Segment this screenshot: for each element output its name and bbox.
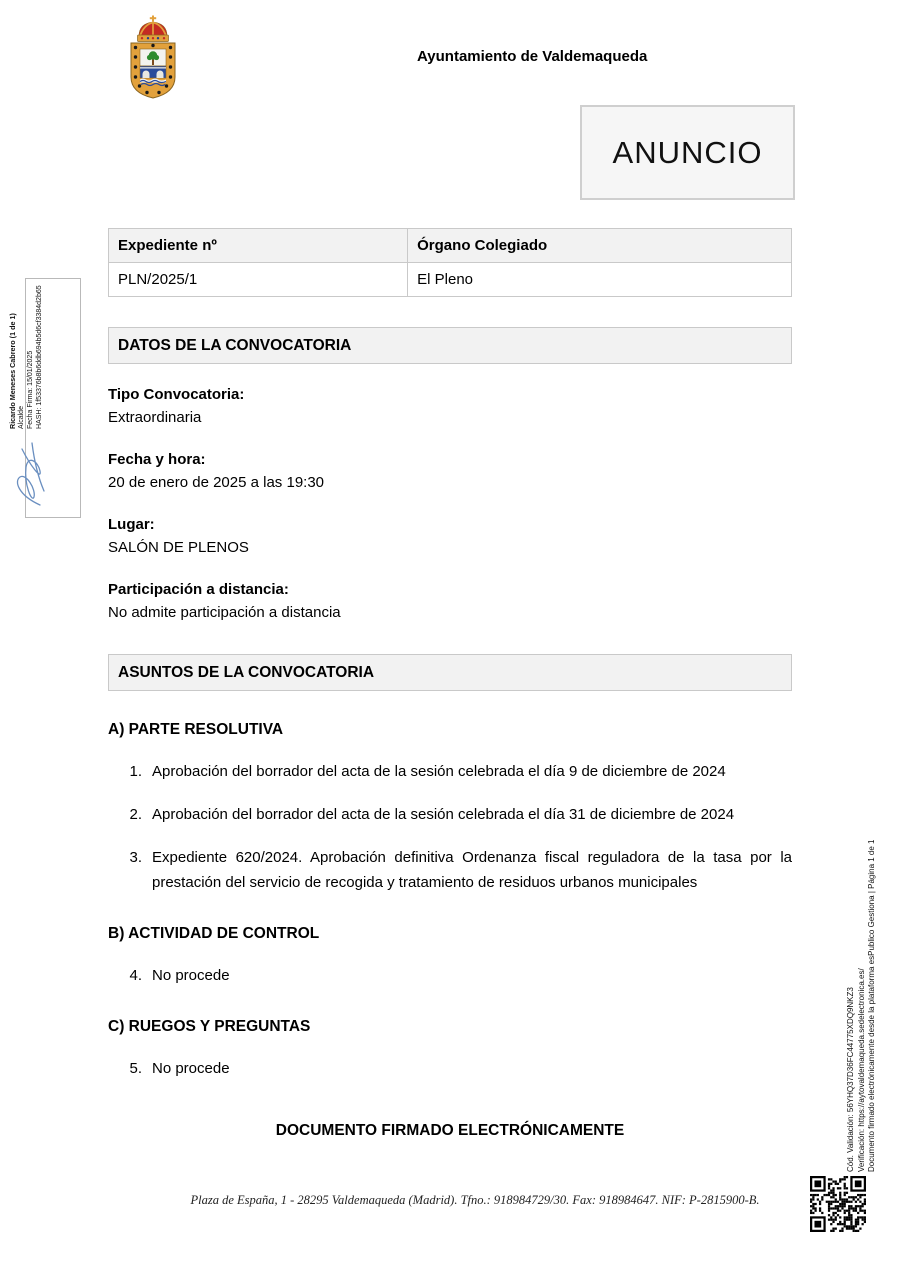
- field-label: Participación a distancia:: [108, 581, 289, 598]
- field-value: 20 de enero de 2025 a las 19:30: [108, 474, 325, 491]
- field-value: Extraordinaria: [108, 409, 202, 426]
- verification-margin-text: [846, 782, 879, 1172]
- expediente-number: PLN/2025/1: [109, 263, 408, 297]
- anuncio-title-box: [580, 105, 795, 200]
- heading-parte-resolutiva: A) PARTE RESOLUTIVA: [108, 721, 284, 738]
- item-text: Aprobación del borrador del acta de la sesión celebrada el día 9 de diciembre de 2024: [152, 763, 726, 780]
- field-value: No admite participación a distancia: [108, 604, 341, 621]
- item-text: Aprobación del borrador del acta de la sesión celebrada el día 31 de diciembre de 2024: [152, 806, 735, 823]
- electronically-signed-notice: DOCUMENTO FIRMADO ELECTRÓNICAMENTE: [275, 1122, 625, 1139]
- footer-address: Plaza de España, 1 - 28295 Valdemaqueda (Madrid). Tfno.: 918984729/30. Fax: 918984647. NIF: P-2815900-B.: [190, 1193, 760, 1207]
- field-tipo-convocatoria: [108, 383, 792, 429]
- table-header-organo: Órgano Colegiado: [408, 229, 792, 263]
- validation-code: Cód. Validación: 56YHQ37D36FC44775XDQ9NKZ3: [846, 987, 855, 1172]
- signature-date: Fecha Firma: 15/01/2025: [27, 350, 34, 429]
- field-fecha-hora: [108, 448, 792, 494]
- agenda-item-5: [108, 1056, 792, 1081]
- item-text: No procede: [152, 1060, 230, 1077]
- verification-url: Verificación: https://aytovaldemaqueda.sedelectronica.es/: [856, 968, 866, 1172]
- item-number: 2.: [129, 806, 142, 823]
- item-number: 5.: [129, 1060, 142, 1077]
- agenda-item-4: [108, 963, 792, 988]
- signature-hash: HASH: 1f53376b8b6ddb694b5d6cf3384d2b65: [36, 285, 43, 429]
- municipal-coat-of-arms-icon: [126, 14, 180, 100]
- expediente-table: [108, 228, 792, 297]
- field-label: Fecha y hora:: [108, 451, 206, 468]
- document-body: [108, 228, 792, 1142]
- signer-role: Alcalde: [18, 406, 25, 429]
- page-title: Ayuntamiento de Valdemaqueda: [417, 48, 648, 65]
- handwritten-signature-icon: [10, 437, 50, 511]
- agenda-item-2: [108, 802, 792, 827]
- heading-actividad-control: B) ACTIVIDAD DE CONTROL: [108, 925, 320, 942]
- item-number: 1.: [129, 763, 142, 780]
- organo-colegiado: El Pleno: [408, 263, 792, 297]
- platform-note: Documento firmado electrónicamente desde la plataforma esPublico Gestiona | Página 1 de 1: [867, 839, 876, 1172]
- anuncio-label: ANUNCIO: [612, 134, 763, 170]
- item-number: 4.: [129, 967, 142, 984]
- signer-details: [8, 281, 44, 429]
- field-participacion: [108, 578, 792, 624]
- table-header-expediente: Expediente nº: [109, 229, 408, 263]
- field-label: Lugar:: [108, 516, 155, 533]
- field-label: Tipo Convocatoria:: [108, 386, 245, 403]
- heading-ruegos-preguntas: C) RUEGOS Y PREGUNTAS: [108, 1018, 311, 1035]
- signature-stamp-content: [8, 281, 52, 513]
- field-value: SALÓN DE PLENOS: [108, 539, 249, 556]
- table-row: [109, 263, 792, 297]
- section-asuntos-convocatoria: ASUNTOS DE LA CONVOCATORIA: [108, 654, 792, 691]
- agenda-item-3: [108, 845, 792, 895]
- field-lugar: [108, 513, 792, 559]
- item-text: No procede: [152, 967, 230, 984]
- item-number: 3.: [129, 849, 142, 866]
- signer-name: Ricardo Meneses Cabrero (1 de 1): [8, 313, 17, 429]
- agenda-item-1: [108, 759, 792, 784]
- item-text: Expediente 620/2024. Aprobación definitiva Ordenanza fiscal reguladora de la tasa por la prestación del servicio de recogida y tratamiento de residuos urbanos municipales: [152, 849, 792, 891]
- section-datos-convocatoria: DATOS DE LA CONVOCATORIA: [108, 327, 792, 364]
